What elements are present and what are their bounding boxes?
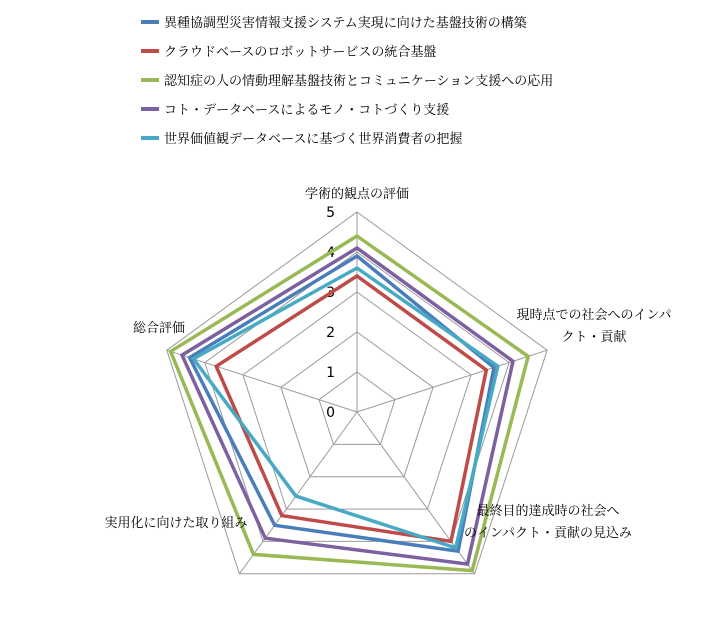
tick-label: 1: [326, 365, 335, 381]
legend-label: 世界価値観データベースに基づく世界消費者の把握: [164, 132, 463, 147]
axis-labels: [104, 186, 671, 541]
tick-label: 4: [326, 245, 335, 261]
axis-label: 実用化に向けた取り組み: [104, 516, 248, 531]
legend-label: 認知症の人の情動理解基盤技術とコミュニケーション支援への応用: [164, 74, 554, 89]
axis-label: のインパクト・貢献の見込み: [463, 526, 633, 541]
axis-label: クト・貢献: [561, 330, 627, 345]
tick-label: 2: [326, 325, 335, 341]
legend-label: 異種協調型災害情報支援システム実現に向けた基盤技術の構築: [164, 16, 527, 31]
tick-label: 3: [326, 285, 335, 301]
grid-spoke-2: [357, 350, 547, 412]
legend-label: コト・データベースによるモノ・コトづくり支援: [164, 103, 450, 118]
legend-label: クラウドベースのロボットサービスの統合基盤: [164, 45, 437, 60]
axis-label: 現時点での社会へのインパ: [516, 308, 672, 323]
axis-label: 総合評価: [132, 321, 186, 336]
tick-label: 0: [326, 405, 335, 421]
chart-legend: [141, 15, 553, 147]
axis-label: 学術的観点の評価: [304, 187, 410, 202]
tick-label: 5: [326, 205, 335, 221]
axis-label: 最終目的達成時の社会へ: [476, 504, 620, 519]
